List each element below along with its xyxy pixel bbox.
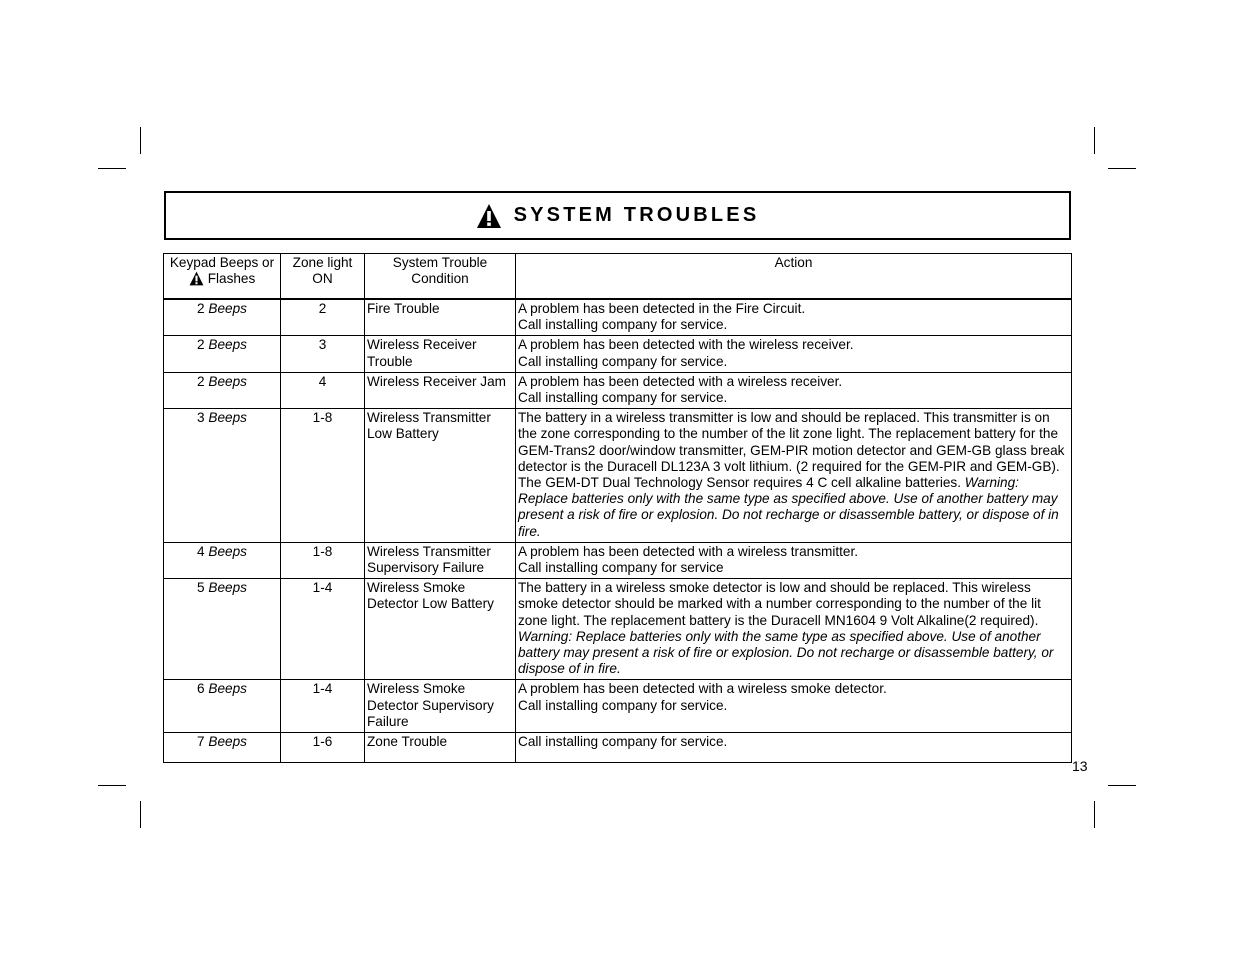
beeps-cell: 4 Beeps: [164, 542, 281, 578]
beeps-cell: 7 Beeps: [164, 733, 281, 763]
zone-cell: 2: [281, 299, 365, 336]
zone-cell: 1-4: [281, 579, 365, 680]
column-header-keypad: Keypad Beeps or Flashes: [164, 254, 281, 300]
battery-warning: Warning: Replace batteries only with the same type as specified above. Use of another battery may present a risk of fire or explosion. Do not recharge or disassemble battery, or dispose of in fire.: [518, 475, 1059, 539]
section-header: [164, 191, 1071, 240]
table-row: [164, 336, 1072, 372]
zone-cell: 1-8: [281, 409, 365, 543]
warning-triangle-icon: [189, 271, 204, 286]
zone-cell: 4: [281, 372, 365, 408]
action-cell: A problem has been detected in the Fire Circuit. Call installing company for service.: [516, 299, 1072, 336]
page-number: 13: [1072, 758, 1088, 774]
zone-cell: 1-4: [281, 680, 365, 733]
action-cell: A problem has been detected with a wireless smoke detector. Call installing company for service.: [516, 680, 1072, 733]
table-row: [164, 542, 1072, 578]
beeps-cell: 2 Beeps: [164, 372, 281, 408]
beeps-cell: 3 Beeps: [164, 409, 281, 543]
table-header-row: [164, 254, 1072, 300]
action-cell: A problem has been detected with the wireless receiver. Call installing company for service.: [516, 336, 1072, 372]
action-cell: The battery in a wireless smoke detector is low and should be replaced. This wireless smoke detector should be marked with a number corresponding to the number of the lit zone light. The replacement battery is the Duracell MN1604 9 Volt Alkaline(2 required). Warning: Replace batteries only with the same type as specified above. Use of another battery may present a risk of fire or explosion. Do not recharge or disassemble battery, or dispose of in fire.: [516, 579, 1072, 680]
zone-cell: 1-8: [281, 542, 365, 578]
page-title: SYSTEM TROUBLES: [513, 204, 760, 226]
crop-mark: [140, 801, 141, 828]
crop-mark: [98, 785, 126, 786]
beeps-cell: 2 Beeps: [164, 336, 281, 372]
table-row: [164, 579, 1072, 680]
condition-cell: Wireless Receiver Jam: [365, 372, 516, 408]
crop-mark: [140, 127, 141, 154]
zone-cell: 1-6: [281, 733, 365, 763]
table-row: [164, 733, 1072, 763]
action-cell: A problem has been detected with a wireless transmitter. Call installing company for service: [516, 542, 1072, 578]
action-cell: The battery in a wireless transmitter is low and should be replaced. This transmitter is on the zone corresponding to the number of the lit zone light. The replacement battery for the GEM-Trans2 door/window transmitter, GEM-PIR motion detector and GEM-GB glass break detector is the Duracell DL123A 3 volt lithium. (2 required for the GEM-PIR and GEM-GB). The GEM-DT Dual Technology Sensor requires 4 C cell alkaline batteries. Warning: Replace batteries only with the same type as specified above. Use of another battery may present a risk of fire or explosion. Do not recharge or disassemble battery, or dispose of in fire.: [516, 409, 1072, 543]
column-header-zone: Zone light ON: [281, 254, 365, 300]
column-header-condition: System Trouble Condition: [365, 254, 516, 300]
beeps-cell: 2 Beeps: [164, 299, 281, 336]
condition-cell: Wireless Transmitter Supervisory Failure: [365, 542, 516, 578]
zone-cell: 3: [281, 336, 365, 372]
table-row: [164, 299, 1072, 336]
crop-mark: [1094, 801, 1095, 828]
system-troubles-table: [163, 253, 1072, 763]
action-cell: Call installing company for service.: [516, 733, 1072, 763]
condition-cell: Wireless Smoke Detector Supervisory Failure: [365, 680, 516, 733]
condition-cell: Fire Trouble: [365, 299, 516, 336]
beeps-cell: 6 Beeps: [164, 680, 281, 733]
condition-cell: Wireless Transmitter Low Battery: [365, 409, 516, 543]
crop-mark: [1108, 168, 1136, 169]
table-row: [164, 372, 1072, 408]
warning-triangle-icon: [476, 203, 502, 229]
table-row: [164, 409, 1072, 543]
battery-warning: Warning: Replace batteries only with the same type as specified above. Use of another battery may present a risk of fire or explosion. Do not recharge or disassemble battery, or dispose of in fire.: [518, 628, 1054, 677]
condition-cell: Zone Trouble: [365, 733, 516, 763]
crop-mark: [98, 168, 126, 169]
crop-mark: [1094, 127, 1095, 154]
crop-mark: [1108, 785, 1136, 786]
condition-cell: Wireless Smoke Detector Low Battery: [365, 579, 516, 680]
table-row: [164, 680, 1072, 733]
column-header-action: Action: [516, 254, 1072, 300]
beeps-cell: 5 Beeps: [164, 579, 281, 680]
action-cell: A problem has been detected with a wireless receiver. Call installing company for service.: [516, 372, 1072, 408]
condition-cell: Wireless Receiver Trouble: [365, 336, 516, 372]
